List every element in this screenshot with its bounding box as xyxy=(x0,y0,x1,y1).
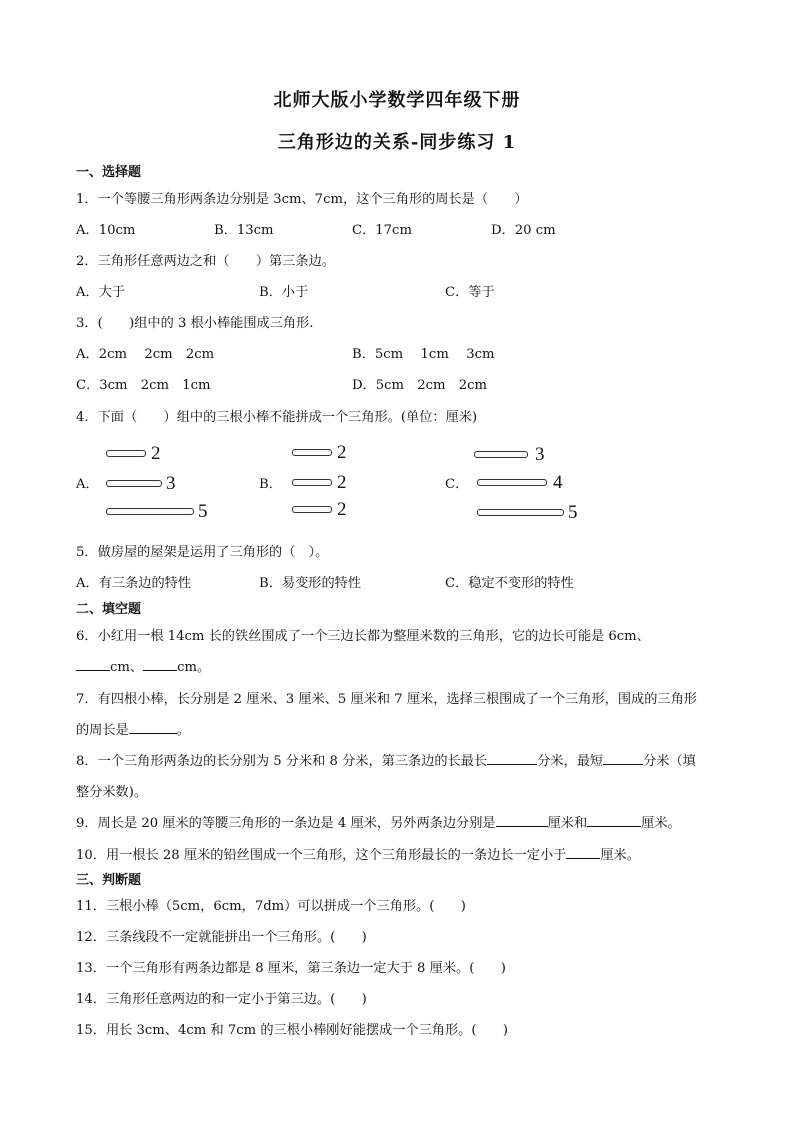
q9-text-b: 厘米和 xyxy=(547,816,588,831)
q7-end: 。 xyxy=(176,723,190,738)
stick-b1-length: 2 xyxy=(337,442,347,463)
q9-text-c: 厘米。 xyxy=(641,816,681,831)
q3-option-c: C．3cm 2cm 1cm xyxy=(76,378,211,393)
q7-text: 的周长是 xyxy=(76,723,129,738)
q3-option-d: D．5cm 2cm 2cm xyxy=(352,378,487,393)
q1-option-a: A．10cm xyxy=(76,223,136,238)
q8-text-a: 8．一个三角形两条边的长分别为 5 分米和 8 分米，第三条边的长最长 xyxy=(76,754,488,769)
stick-a3 xyxy=(106,508,194,515)
question-10 xyxy=(76,844,640,863)
stick-b2-length: 2 xyxy=(337,472,347,493)
q5-option-b: B．易变形的特性 xyxy=(259,576,362,591)
question-8-line2: 整分米数)。 xyxy=(76,785,148,800)
question-13: 13．一个三角形有两条边都是 8 厘米，第三条边一定大于 8 厘米。( ) xyxy=(76,961,506,976)
question-5: 5．做房屋的屋架是运用了三角形的（ ）。 xyxy=(76,545,329,560)
question-2: 2．三角形任意两边之和（ ）第三条边。 xyxy=(76,254,335,269)
q3-option-b: B．5cm 1cm 3cm xyxy=(352,347,495,362)
q5-option-c: C．稳定不变形的特性 xyxy=(445,576,574,591)
question-6-line2 xyxy=(76,656,210,675)
q4-option-a-label: A． xyxy=(76,477,99,492)
stick-b2 xyxy=(292,479,332,486)
stick-a2-length: 3 xyxy=(166,473,176,494)
question-3: 3．( )组中的 3 根小棒能围成三角形. xyxy=(76,316,314,331)
stick-a1 xyxy=(106,450,146,457)
stick-c3 xyxy=(477,509,564,516)
q9-blank-2[interactable] xyxy=(587,814,641,827)
section-choice-heading: 一、选择题 xyxy=(76,165,142,180)
question-8 xyxy=(76,750,696,769)
q10-text-b: 厘米。 xyxy=(600,848,640,863)
q7-blank[interactable] xyxy=(129,721,177,734)
q1-option-d: D．20 cm xyxy=(491,223,556,238)
question-7-line2 xyxy=(76,719,190,738)
stick-a3-length: 5 xyxy=(198,501,208,522)
q9-blank-1[interactable] xyxy=(496,814,548,827)
q6-unit-2: cm。 xyxy=(177,660,211,675)
q8-blank-1[interactable] xyxy=(487,752,537,765)
q2-option-b: B．小于 xyxy=(259,285,309,300)
question-14: 14．三角形任意两边的和一定小于第三边。( ) xyxy=(76,992,367,1007)
stick-b1 xyxy=(292,449,332,456)
q4-option-c-label: C． xyxy=(445,477,469,492)
question-7: 7．有四根小棒，长分别是 2 厘米、3 厘米、5 厘米和 7 厘米，选择三根围成了一个三角形，围成的三角形 xyxy=(76,692,697,707)
q1-option-c: C．17cm xyxy=(352,223,412,238)
question-12: 12．三条线段不一定就能拼出一个三角形。( ) xyxy=(76,930,367,945)
stick-b3 xyxy=(292,506,332,513)
q6-blank-2[interactable] xyxy=(143,658,177,671)
question-6: 6．小红用一根 14cm 长的铁丝围成了一个三边长都为整厘米数的三角形，它的边长可能是 6cm、 xyxy=(76,629,650,644)
q5-option-a: A．有三条边的特性 xyxy=(76,576,192,591)
stick-c3-length: 5 xyxy=(568,502,578,523)
stick-a2 xyxy=(106,480,162,487)
stick-a1-length: 2 xyxy=(151,443,161,464)
question-15: 15．用长 3cm、4cm 和 7cm 的三根小棒刚好能摆成一个三角形。( ) xyxy=(76,1023,508,1038)
q1-option-b: B．13cm xyxy=(214,223,274,238)
stick-c2-length: 4 xyxy=(553,472,563,493)
q10-blank[interactable] xyxy=(566,846,600,859)
section-fill-heading: 二、填空题 xyxy=(76,602,142,617)
stick-c1-length: 3 xyxy=(535,444,545,465)
page-title: 北师大版小学数学四年级下册 xyxy=(273,90,521,111)
q2-option-c: C．等于 xyxy=(445,285,495,300)
section-judge-heading: 三、判断题 xyxy=(76,873,142,888)
q3-option-a: A．2cm 2cm 2cm xyxy=(76,347,215,362)
q8-text-b: 分米，最短 xyxy=(537,754,604,769)
question-9 xyxy=(76,812,681,831)
q2-option-a: A．大于 xyxy=(76,285,126,300)
q8-blank-2[interactable] xyxy=(603,752,643,765)
question-11: 11．三根小棒（5cm，6cm，7dm）可以拼成一个三角形。( ) xyxy=(76,899,466,914)
question-4: 4．下面（ ）组中的三根小棒不能拼成一个三角形。(单位：厘米) xyxy=(76,410,478,425)
question-1: 1．一个等腰三角形两条边分别是 3cm、7cm，这个三角形的周长是（ ） xyxy=(76,192,528,207)
q4-option-b-label: B． xyxy=(259,477,282,492)
stick-c2 xyxy=(477,479,547,486)
stick-b3-length: 2 xyxy=(337,499,347,520)
q8-text-c: 分米（填 xyxy=(643,754,696,769)
q6-unit-1: cm、 xyxy=(110,660,144,675)
page-subtitle: 三角形边的关系-同步练习 1 xyxy=(277,132,517,153)
q9-text-a: 9．周长是 20 厘米的等腰三角形的一条边是 4 厘米，另外两条边分别是 xyxy=(76,816,496,831)
q10-text-a: 10．用一根长 28 厘米的铅丝围成一个三角形，这个三角形最长的一条边长一定小于 xyxy=(76,848,567,863)
stick-c1 xyxy=(474,451,528,458)
q6-blank-1[interactable] xyxy=(76,658,110,671)
